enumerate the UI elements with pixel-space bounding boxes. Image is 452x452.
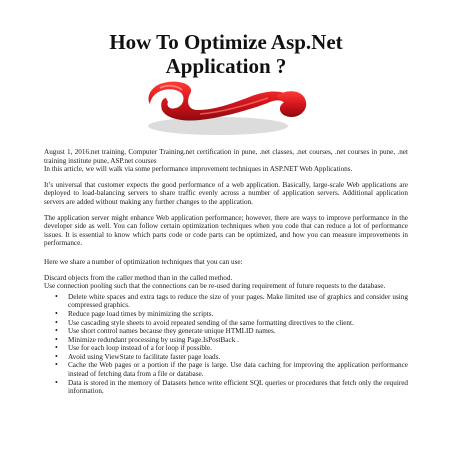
handset-earpiece (276, 91, 306, 117)
title-line-2: Application ? (165, 54, 287, 78)
page-title (0, 30, 452, 78)
paragraph-2: The application server might enhance Web application performance; however, there are ways to improve performance in the developer side as well. You can follow certain optimization techniques when you code that can reduce a lot of performance issues. It is essential to know which parts code or code parts can be optimized, and how you can measure improvements in performance. (44, 213, 408, 248)
tips-list (44, 293, 408, 396)
list-item: • Avoid using ViewState to facilitate faster page loads. (68, 353, 408, 362)
paragraph-4-line-2: Use connection pooling such that the connections can be re-used during requirement of future requests to the database. (44, 282, 386, 291)
paragraph-4-line-1: Discard objects from the caller method than in the called method. (44, 273, 233, 282)
title-line-1: How To Optimize Asp.Net (109, 30, 343, 54)
list-item: • Use for each loop instead of a for loop if possible. (68, 344, 408, 353)
list-item: • Use short control names because they generate unique HTMLID names. (68, 327, 408, 336)
list-item: • Data is stored in the memory of Datasets hence write efficient SQL queries or procedures that fetch only the required information. (68, 379, 408, 396)
paragraph-3: Here we share a number of optimization techniques that you can use: (44, 257, 243, 266)
list-item: • Minimize redundant processing by using Page.IsPostBack . (68, 336, 408, 345)
intro-summary: In this article, we will walk via some performance improvement techniques in ASP.NET Web Applications. (44, 165, 353, 174)
list-item: • Delete white spaces and extra tags to reduce the size of your pages. Make limited use of graphics and consider using compressed graphics. (68, 293, 408, 310)
intro-meta: August 1, 2016.net training, Computer Training.net certification in pune, .net classes, .net courses, .net courses in pune, .net training institute pune, ASP.net courses (44, 148, 408, 165)
handset-body (148, 82, 290, 121)
telephone-handset-icon (140, 76, 312, 140)
article-body (44, 148, 408, 396)
list-item: • Reduce page load times by minimizing the scripts. (68, 310, 408, 319)
paragraph-1: It’s universal that customer expects the good performance of a web application. Basically, large-scale Web applications are deployed to load-balancing servers to share traffic evenly across a number of application servers. Additional application servers are added without making any further changes to the application. (44, 180, 408, 206)
list-item: • Cache the Web pages or a portion if the page is large. Use data caching for improving the application performance instead of fetching data from a file or database. (68, 361, 408, 378)
handset-shadow (148, 117, 288, 135)
list-item: • Use cascading style sheets to avoid repeated sending of the same formatting directives to the client. (68, 319, 408, 328)
